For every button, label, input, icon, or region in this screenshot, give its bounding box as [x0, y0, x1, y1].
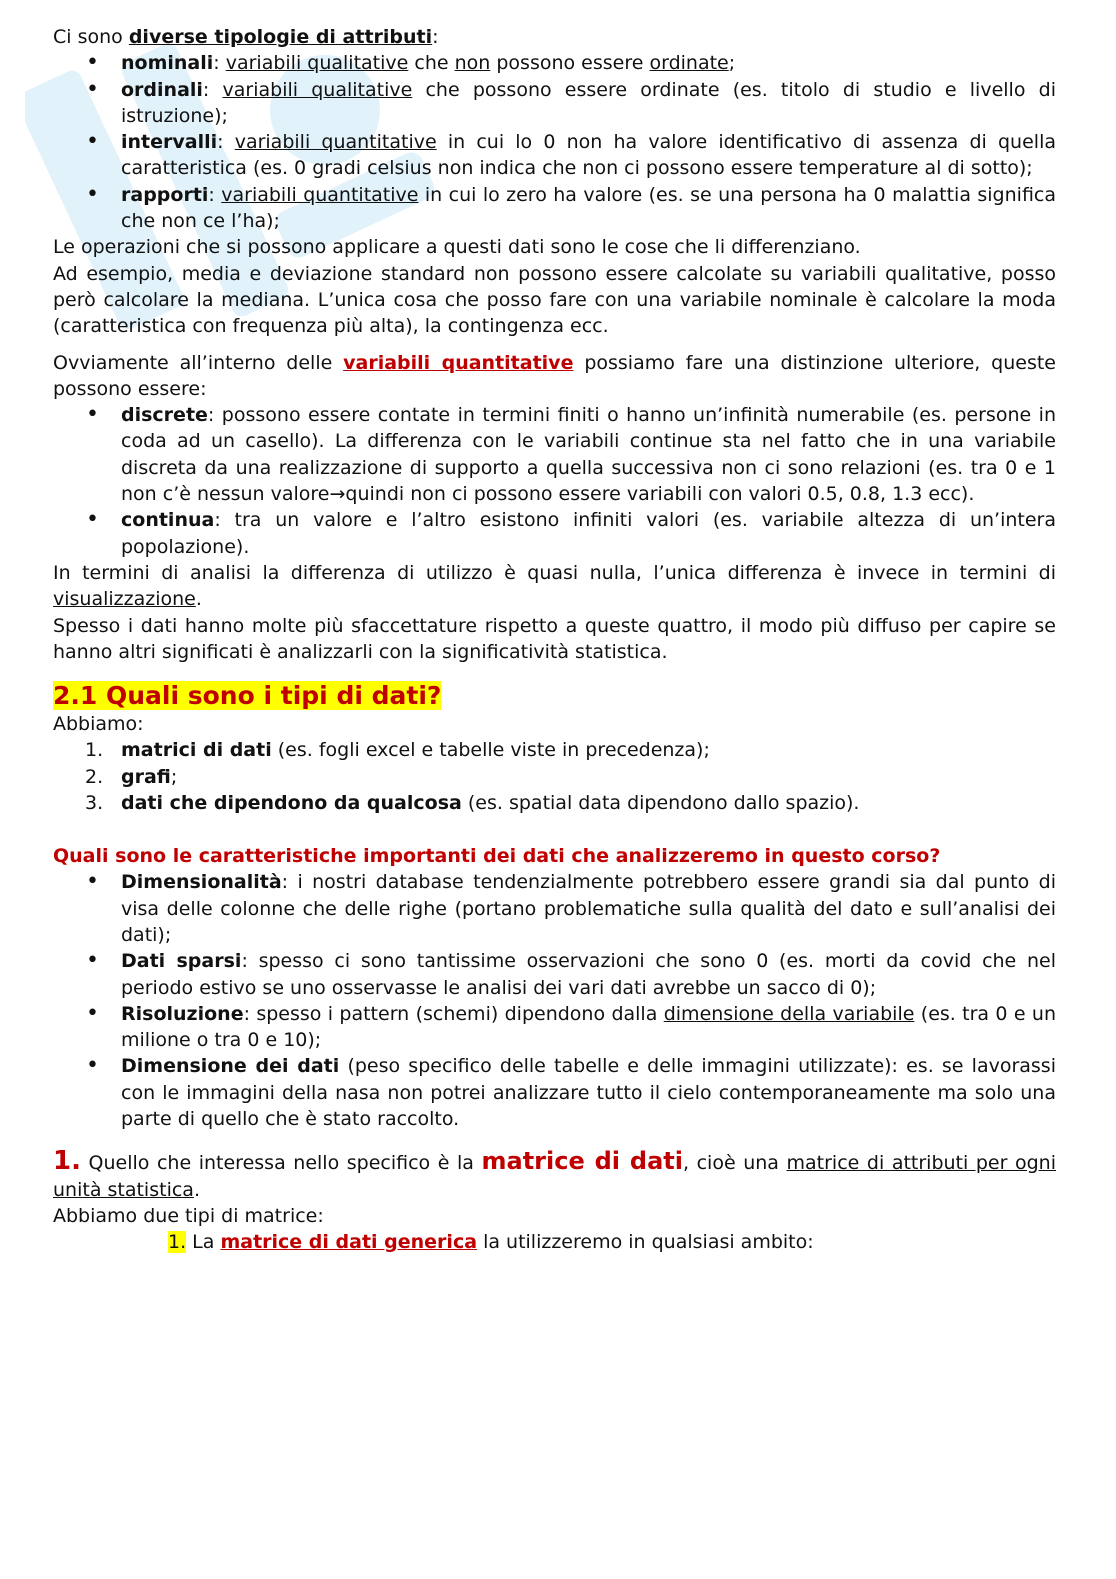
list-item: • intervalli: variabili quantitative in cui lo 0 non ha valore identificativo di assenza di quella caratteristica (es. 0 gradi celsius non indica che non ci possono essere temperature al di sotto); [53, 129, 1056, 182]
characteristics-list [53, 869, 1056, 1132]
list-item: • ordinali: variabili qualitative che possono essere ordinate (es. titolo di studio e livello di istruzione); [53, 77, 1056, 130]
intro-line: Ci sono diverse tipologie di attributi: [53, 26, 439, 48]
question-title: Quali sono le caratteristiche importanti dei dati che analizzeremo in questo corso? [53, 845, 941, 868]
quantitative-list [53, 402, 1056, 560]
link-text: variabili qualitative [222, 78, 413, 101]
list-item: • Dimensione dei dati (peso specifico delle tabelle e delle immagini utilizzate): es. se lavorassi con le immagini della nasa non potrei analizzare tutto il cielo contemporaneamente ma solo una parte di quello che è stato raccolto. [53, 1053, 1056, 1132]
paragraph-analysis: In termini di analisi la differenza di utilizzo è quasi nulla, l’unica differenza è invece in termini di visualizzazione. [53, 561, 1056, 611]
list-item: • rapporti: variabili quantitative in cui lo zero ha valore (es. se una persona ha 0 malattia significa che non ce l’ha); [53, 182, 1056, 235]
highlight-number: 1. [168, 1231, 187, 1254]
generic-matrix-line: 1. La matrice di dati generica la utilizzeremo in qualsiasi ambito: [168, 1231, 814, 1254]
list-item: • Risoluzione: spesso i pattern (schemi) dipendono dalla dimensione della variabile (es. tra 0 e un milione o tra 0 e 10); [53, 1001, 1056, 1054]
link-text: variabili quantitative [221, 183, 419, 206]
intro-emphasis: diverse tipologie di attributi [128, 26, 433, 48]
link-text: variabili quantitative [234, 131, 437, 154]
two-types-line: Abbiamo due tipi di matrice: [53, 1204, 324, 1227]
matrix-big-term: matrice di dati [481, 1147, 683, 1176]
list-item: • Dimensionalità: i nostri database tendenzialmente potrebbero essere grandi sia dal punto di visa delle colonne che delle righe (portano problematiche sulla qualità del dato e sull’analisi dei dati); [53, 869, 1056, 948]
document-page [53, 24, 1056, 1255]
list-item: 2. grafi; [85, 765, 178, 788]
paragraph-often: Spesso i dati hanno molte più sfaccettature rispetto a queste quattro, il modo più diffuso per capire se hanno altri significati è analizzarli con la significatività statistica. [53, 614, 1056, 663]
paragraph-operations: Le operazioni che si possono applicare a questi dati sono le cose che li differenziano. [53, 236, 861, 259]
link-text: variabili qualitative [225, 52, 409, 75]
list-item: • Dati sparsi: spesso ci sono tantissime osservazioni che sono 0 (es. morti da covid che nel periodo estivo se uno osservasse le analisi dei vari dati avrebbe un sacco di 0); [53, 948, 1056, 1001]
quantitative-emphasis: variabili quantitative [343, 351, 574, 374]
list-item: • nominali: variabili qualitative che non possono essere ordinate; [53, 50, 1056, 76]
generic-matrix-emphasis: matrice di dati generica [220, 1231, 478, 1254]
paragraph-matrix: 1. Quello che interessa nello specifico è la matrice di dati, cioè una matrice di attributi per ogni unità statistica. [53, 1146, 1056, 1201]
list-item: 3. dati che dipendono da qualcosa (es. spatial data dipendono dallo spazio). [85, 792, 860, 815]
list-item: 1. matrici di dati (es. fogli excel e tabelle viste in precedenza); [85, 739, 710, 762]
arrow-icon: → [329, 483, 346, 506]
list-item: • discrete: possono essere contate in termini finiti o hanno un’infinità numerabile (es. persone in coda ad un casello). La differenza con le variabili continue sta nel fatto che in una variabile discreta da una realizzazione di supporto a quella successiva non ci sono relazioni (es. tra 0 e 1 non c’è nessun valore→quindi non ci possono essere variabili con valori 0.5, 0.8, 1.3 ecc). [53, 402, 1056, 507]
abbiamo-line: Abbiamo: [53, 713, 144, 736]
matrix-number: 1. [53, 1146, 81, 1177]
paragraph-quantitative: Ovviamente all’interno delle variabili quantitative possiamo fare una distinzione ulteriore, queste possono essere: [53, 351, 1056, 400]
data-types-list [53, 737, 1056, 816]
list-item: • continua: tra un valore e l’altro esistono infiniti valori (es. variabile altezza di un’intera popolazione). [53, 507, 1056, 560]
attribute-list [53, 50, 1056, 234]
section-heading: 2.1 Quali sono i tipi di dati? [53, 681, 442, 711]
paragraph-example: Ad esempio, media e deviazione standard non possono essere calcolate su variabili qualitative, posso però calcolare la mediana. L’unica cosa che posso fare con una variabile nominale è calcolare la moda (caratteristica con frequenza più alta), la contingenza ecc. [53, 262, 1056, 338]
